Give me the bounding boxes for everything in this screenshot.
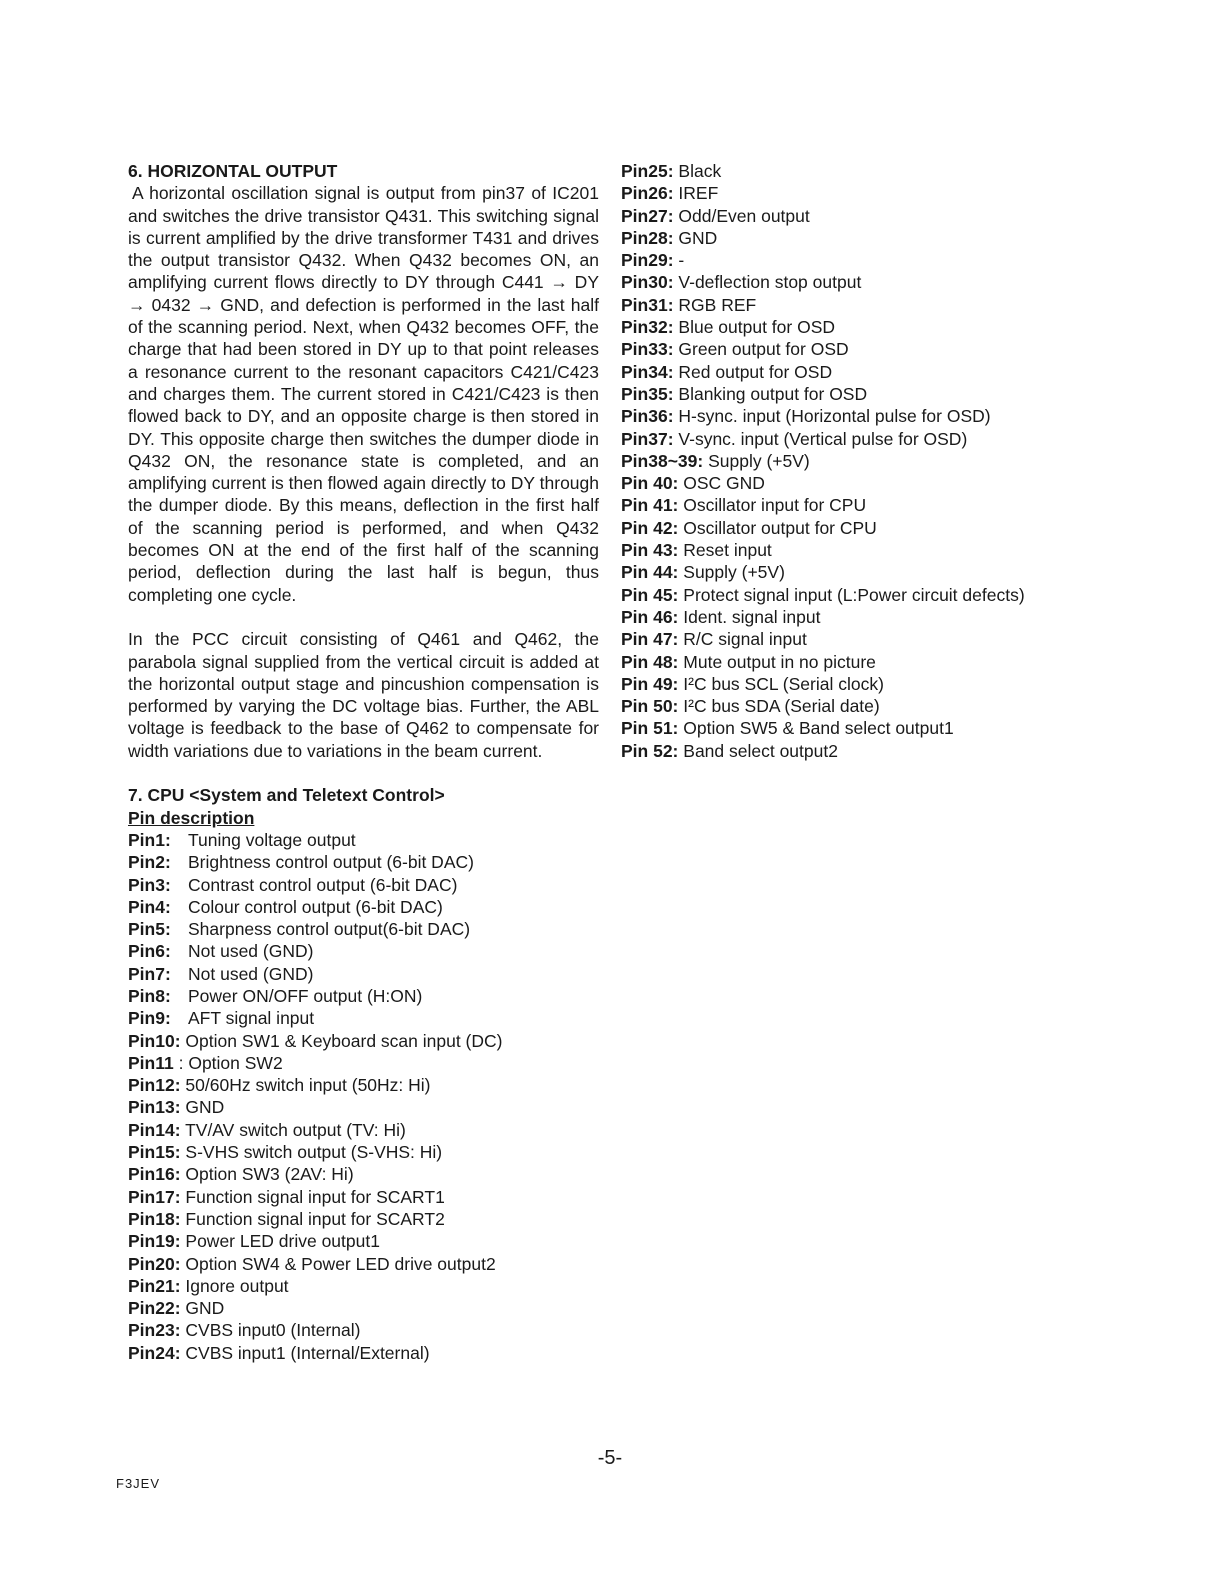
pin-label: Pin28: <box>621 227 674 248</box>
pin-row <box>621 160 1211 182</box>
pin-label: Pin 47: <box>621 629 679 650</box>
pin-description: Protect signal input (L:Power circuit defects) <box>683 584 1025 605</box>
pin-list-right <box>621 160 1211 762</box>
pin-label: Pin26: <box>621 183 674 204</box>
pin-row <box>128 896 599 918</box>
pin-description: Function signal input for SCART1 <box>185 1186 445 1207</box>
pin-description: Power ON/OFF output (H:ON) <box>188 985 423 1006</box>
pin-row <box>128 1275 599 1297</box>
pin-row <box>621 651 1211 673</box>
pin-row <box>128 851 599 873</box>
pin-label: Pin 44: <box>621 562 679 583</box>
pin-row <box>128 1096 599 1118</box>
pin-description: GND <box>185 1097 225 1118</box>
pin-row <box>621 405 1211 427</box>
pin-description: Mute output in no picture <box>683 651 876 672</box>
pin-description: 50/60Hz switch input (50Hz: Hi) <box>185 1075 431 1096</box>
pin-description: Not used (GND) <box>188 941 314 962</box>
pin-row <box>621 606 1211 628</box>
pin-label: Pin4: <box>128 896 171 917</box>
pin-description: R/C signal input <box>683 629 807 650</box>
pin-row <box>621 717 1211 739</box>
pin-label: Pin12: <box>128 1075 181 1096</box>
pin-description: Tuning voltage output <box>188 829 356 850</box>
pin-description: Black <box>678 161 722 181</box>
pin-description: I²C bus SCL (Serial clock) <box>683 673 884 694</box>
pin-description: Brightness control output (6-bit DAC) <box>188 852 474 873</box>
pin-label: Pin20: <box>128 1253 181 1274</box>
pin-description: Supply (+5V) <box>683 562 785 583</box>
pin-row <box>128 829 599 851</box>
pin-label: Pin14: <box>128 1119 181 1140</box>
pin-label: Pin2: <box>128 852 171 873</box>
pin-label: Pin6: <box>128 941 171 962</box>
pin-row <box>621 271 1211 293</box>
pin-label: Pin23: <box>128 1320 181 1341</box>
pin-row <box>621 494 1211 516</box>
pin-row <box>621 383 1211 405</box>
pin-row <box>621 450 1211 472</box>
pin-description: : Option SW2 <box>178 1052 283 1073</box>
pin-row <box>621 517 1211 539</box>
pin-description: H-sync. input (Horizontal pulse for OSD) <box>678 406 991 427</box>
pin-label: Pin35: <box>621 383 674 404</box>
pin-description: Oscillator output for CPU <box>683 517 877 538</box>
pin-row <box>621 472 1211 494</box>
pin-row <box>621 561 1211 583</box>
pin-label: Pin11 <box>128 1052 174 1073</box>
pin-label: Pin13: <box>128 1097 181 1118</box>
pin-description: Contrast control output (6-bit DAC) <box>188 874 458 895</box>
pin-description: Power LED drive output1 <box>185 1231 380 1252</box>
page-number: -5- <box>597 1447 623 1469</box>
document-code: F3JEV <box>116 1476 161 1491</box>
pin-description: GND <box>185 1298 225 1319</box>
pin-label: Pin24: <box>128 1342 181 1363</box>
pin-label: Pin1: <box>128 829 171 850</box>
pin-row <box>621 249 1211 271</box>
pin-row <box>128 1052 599 1074</box>
pin-list-left <box>128 829 599 1364</box>
pin-row <box>128 1007 599 1029</box>
pin-label: Pin36: <box>621 406 674 427</box>
pin-description: GND <box>678 227 718 248</box>
pin-row <box>621 361 1211 383</box>
section-6-paragraph-2: In the PCC circuit consisting of Q461 and Q462, the parabola signal supplied from the vertical circuit is added at the horizontal output stage and pincushion compensation is performed by varying the DC voltage bias. Further, the ABL voltage is feedback to the base of Q462 to compensate for width variations due to variations in the beam current. <box>128 629 599 761</box>
pin-label: Pin9: <box>128 1008 171 1029</box>
spacer <box>128 606 599 628</box>
pin-row <box>128 1141 599 1163</box>
pin-label: Pin31: <box>621 294 674 315</box>
pin-row <box>621 628 1211 650</box>
pin-description: Green output for OSD <box>678 339 849 360</box>
pin-row <box>621 695 1211 717</box>
pin-description: Option SW4 & Power LED drive output2 <box>185 1253 496 1274</box>
pin-row <box>128 1297 599 1319</box>
right-column <box>621 160 1211 762</box>
pin-row <box>128 1119 599 1141</box>
pin-label: Pin 49: <box>621 673 679 694</box>
pin-row <box>621 316 1211 338</box>
pin-label: Pin17: <box>128 1186 181 1207</box>
pin-description: RGB REF <box>678 294 757 315</box>
pin-label: Pin27: <box>621 205 674 226</box>
pin-row <box>128 985 599 1007</box>
pin-description: - <box>678 250 685 271</box>
pin-label: Pin 51: <box>621 718 679 739</box>
pin-label: Pin15: <box>128 1142 181 1163</box>
pin-description: S-VHS switch output (S-VHS: Hi) <box>185 1142 443 1163</box>
pin-label: Pin18: <box>128 1208 181 1229</box>
pin-description: CVBS input1 (Internal/External) <box>185 1342 430 1363</box>
pin-description-subheading: Pin description <box>128 807 255 828</box>
pin-description: Red output for OSD <box>678 361 833 382</box>
pin-label: Pin34: <box>621 361 674 382</box>
pin-row <box>128 1208 599 1230</box>
pin-description: AFT signal input <box>188 1008 315 1029</box>
pin-row <box>128 1230 599 1252</box>
pin-description: Supply (+5V) <box>708 450 810 471</box>
pin-row <box>128 1074 599 1096</box>
pin-label: Pin25: <box>621 161 674 181</box>
pin-row <box>128 940 599 962</box>
pin-description: I²C bus SDA (Serial date) <box>683 696 880 717</box>
pin-row <box>128 874 599 896</box>
pin-label: Pin33: <box>621 339 674 360</box>
pin-description: V-sync. input (Vertical pulse for OSD) <box>678 428 968 449</box>
pin-label: Pin37: <box>621 428 674 449</box>
pin-description: Odd/Even output <box>678 205 810 226</box>
pin-row <box>128 1163 599 1185</box>
pin-row <box>621 584 1211 606</box>
pin-row <box>621 338 1211 360</box>
pin-description: V-deflection stop output <box>678 272 862 293</box>
spacer <box>128 762 599 784</box>
pin-label: Pin 48: <box>621 651 679 672</box>
pin-row <box>128 1186 599 1208</box>
pin-description: Ident. signal input <box>683 606 821 627</box>
pin-description: Oscillator input for CPU <box>683 495 867 516</box>
pin-label: Pin22: <box>128 1298 181 1319</box>
pin-label: Pin 52: <box>621 740 679 761</box>
pin-row <box>621 539 1211 561</box>
pin-label: Pin 45: <box>621 584 679 605</box>
pin-row <box>128 1342 599 1364</box>
pin-label: Pin10: <box>128 1030 181 1051</box>
pin-description: Option SW5 & Band select output1 <box>683 718 954 739</box>
pin-description: Ignore output <box>185 1275 289 1296</box>
pin-row <box>621 740 1211 762</box>
section-6-paragraph-1: A horizontal oscillation signal is output from pin37 of IC201 and switches the drive transistor Q431. This switching signal is current amplified by the drive transformer T431 and drives the output transistor Q432. When Q432 becomes ON, an amplifying current flows directly to DY through C441 → DY → 0432 → GND, and defection is performed in the last half of the scanning period. Next, when Q432 becomes OFF, the charge that had been stored in DY up to that point releases a resonance current to the resonant capacitors C421/C423 and charges them. The current stored in C421/C423 is then flowed back to DY, and an opposite charge is then stored in DY. This opposite charge then switches the dumper diode in Q432 ON, the resonance state is completed, and an amplifying current is then flowed again directly to DY through the dumper diode. By this means, deflection in the first half of the scanning period is performed, and when Q432 becomes ON at the end of the first half of the scanning period, deflection during the last half is begun, thus completing one cycle. <box>128 183 599 605</box>
pin-row <box>128 1030 599 1052</box>
pin-description: Blue output for OSD <box>678 317 836 338</box>
pin-row <box>621 182 1211 204</box>
left-column <box>128 160 599 1364</box>
pin-description: Option SW3 (2AV: Hi) <box>185 1164 354 1185</box>
pin-description: OSC GND <box>683 473 765 494</box>
pin-label: Pin38~39: <box>621 450 704 471</box>
pin-label: Pin 42: <box>621 517 679 538</box>
pin-row <box>128 963 599 985</box>
pin-label: Pin 41: <box>621 495 679 516</box>
pin-row <box>128 1319 599 1341</box>
pin-label: Pin16: <box>128 1164 181 1185</box>
pin-label: Pin8: <box>128 985 171 1006</box>
pin-description: Colour control output (6-bit DAC) <box>188 896 443 917</box>
pin-description: Not used (GND) <box>188 963 314 984</box>
pin-description: Band select output2 <box>683 740 838 761</box>
pin-label: Pin7: <box>128 963 171 984</box>
section-7-heading: 7. CPU <System and Teletext Control> <box>128 785 445 806</box>
pin-label: Pin5: <box>128 919 171 940</box>
pin-description: Blanking output for OSD <box>678 383 868 404</box>
pin-description: CVBS input0 (Internal) <box>185 1320 361 1341</box>
pin-row <box>621 294 1211 316</box>
pin-description: TV/AV switch output (TV: Hi) <box>185 1119 406 1140</box>
pin-label: Pin21: <box>128 1275 181 1296</box>
pin-label: Pin 50: <box>621 696 679 717</box>
pin-label: Pin30: <box>621 272 674 293</box>
pin-row <box>621 205 1211 227</box>
pin-label: Pin3: <box>128 874 171 895</box>
section-6-heading: 6. HORIZONTAL OUTPUT <box>128 161 338 181</box>
pin-row <box>621 428 1211 450</box>
pin-label: Pin 46: <box>621 606 679 627</box>
pin-description: Option SW1 & Keyboard scan input (DC) <box>185 1030 503 1051</box>
pin-description: Reset input <box>683 540 772 561</box>
pin-row <box>128 918 599 940</box>
pin-row <box>621 227 1211 249</box>
pin-description: Function signal input for SCART2 <box>185 1208 445 1229</box>
pin-label: Pin32: <box>621 317 674 338</box>
pin-label: Pin 40: <box>621 473 679 494</box>
pin-description: IREF <box>678 183 719 204</box>
pin-description: Sharpness control output(6-bit DAC) <box>188 919 471 940</box>
pin-label: Pin29: <box>621 250 674 271</box>
pin-label: Pin19: <box>128 1231 181 1252</box>
pin-row <box>621 673 1211 695</box>
pin-label: Pin 43: <box>621 540 679 561</box>
pin-row <box>128 1253 599 1275</box>
